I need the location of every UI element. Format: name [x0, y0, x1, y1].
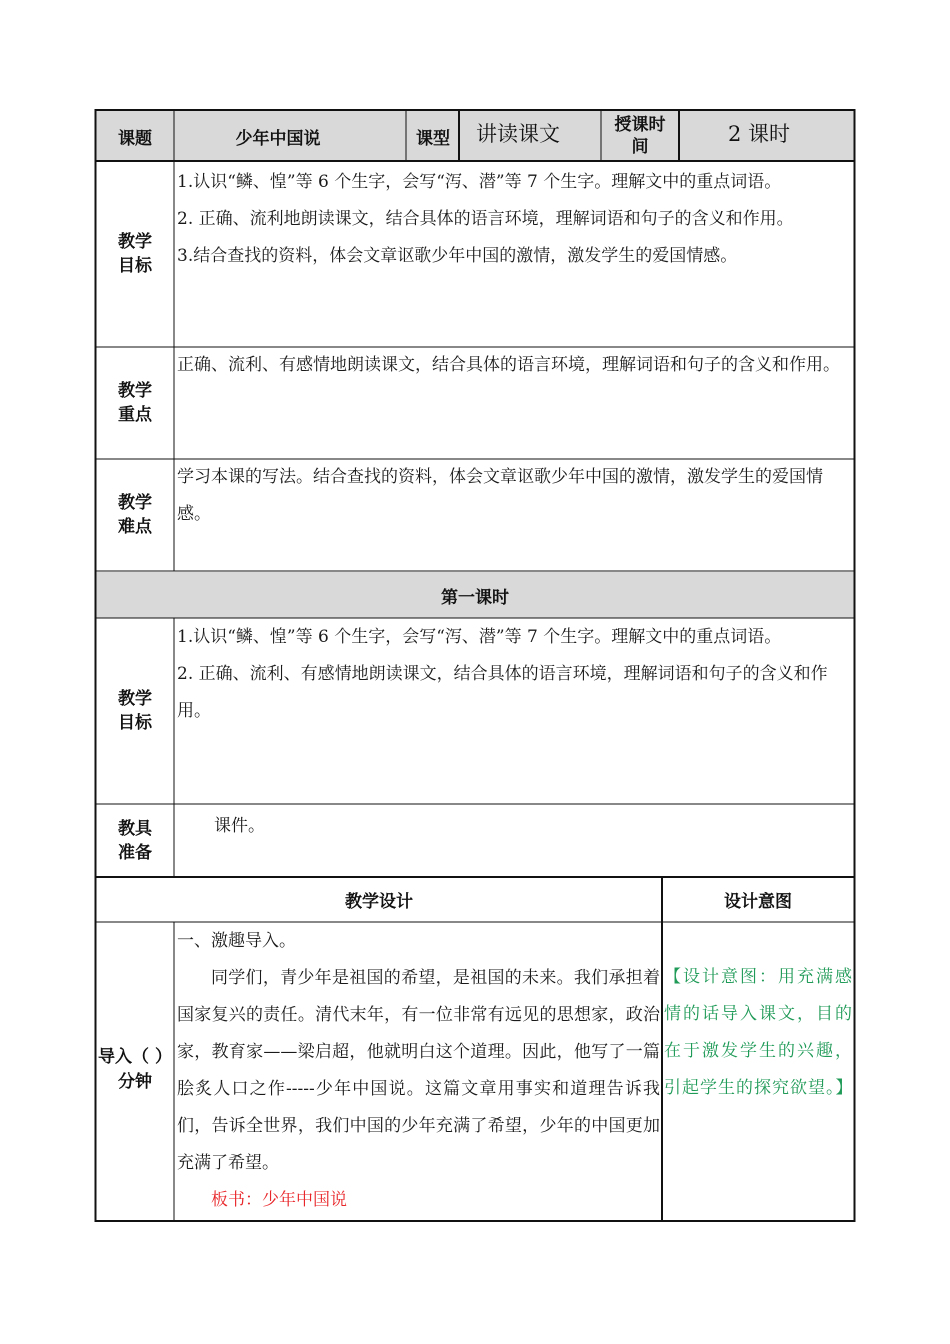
time-value: 2 课时: [728, 122, 791, 146]
difficulties-text: 学习本课的写法。结合查找的资料，体会文章讴歌少年中国的激情，激发学生的爱国情感。: [177, 467, 823, 524]
intent-header: 设计意图: [724, 892, 792, 912]
section-title: 一、激趣导入。: [177, 931, 296, 951]
design-paragraph: 同学们，青少年是祖国的希望，是祖国的未来。我们承担着国家复兴的责任。清代末年，有一位非常有远见的思想家，政治家，教育家——梁启超，他就明白这个道理。因此，他写了一篇脍炙人口之作-----少年中国说。这篇文章用事实和道理告诉我们，告诉全世界，我们中国的少年充满了希望，少年的中国更加充满了希望。: [177, 968, 660, 1173]
time-label: 授课时间: [614, 115, 666, 157]
lesson-objectives-label: 教学目标: [118, 689, 152, 733]
design-content: [174, 923, 662, 1219]
lesson-objective-line: 1.认识“鳞、惶”等 6 个生字，会写“泻、潜”等 7 个生字。理解文中的重点词语。: [177, 627, 782, 647]
objective-line: 2. 正确、流利地朗读课文，结合具体的语言环境，理解词语和句子的含义和作用。: [177, 209, 794, 229]
stage-label: 导入（ ）分钟: [98, 1047, 172, 1092]
type-value: 讲读课文: [476, 122, 560, 146]
lesson-objective-line: 2. 正确、流利、有感情地朗读课文，结合具体的语言环境，理解词语和句子的含义和作用。: [177, 664, 828, 721]
difficulties-label: 教学难点: [118, 493, 152, 537]
lesson-objectives-text: [174, 619, 856, 730]
topic-value: 少年中国说: [235, 128, 321, 149]
design-intent-text: 【设计意图：用充满感情的话导入课文，目的在于激发学生的兴趣，引起学生的探究欲望。】: [664, 967, 854, 1098]
prep-value: 课件。: [214, 816, 265, 836]
key-points-label: 教学重点: [118, 381, 152, 425]
topic-label: 课题: [118, 128, 152, 149]
board-writing: 板书：少年中国说: [211, 1190, 347, 1210]
prep-label: 教具准备: [118, 818, 152, 863]
objective-line: 3.结合查找的资料，体会文章讴歌少年中国的激情，激发学生的爱国情感。: [177, 246, 738, 266]
type-label: 课型: [416, 128, 450, 149]
objectives-text: [174, 164, 856, 275]
key-points-text: 正确、流利、有感情地朗读课文，结合具体的语言环境，理解词语和句子的含义和作用。: [177, 355, 840, 375]
lesson-title: 第一课时: [441, 587, 509, 608]
objective-line: 1.认识“鳞、惶”等 6 个生字，会写“泻、潜”等 7 个生字。理解文中的重点词语。: [177, 172, 782, 192]
design-header: 教学设计: [345, 892, 413, 912]
objectives-label: 教学目标: [118, 232, 152, 276]
